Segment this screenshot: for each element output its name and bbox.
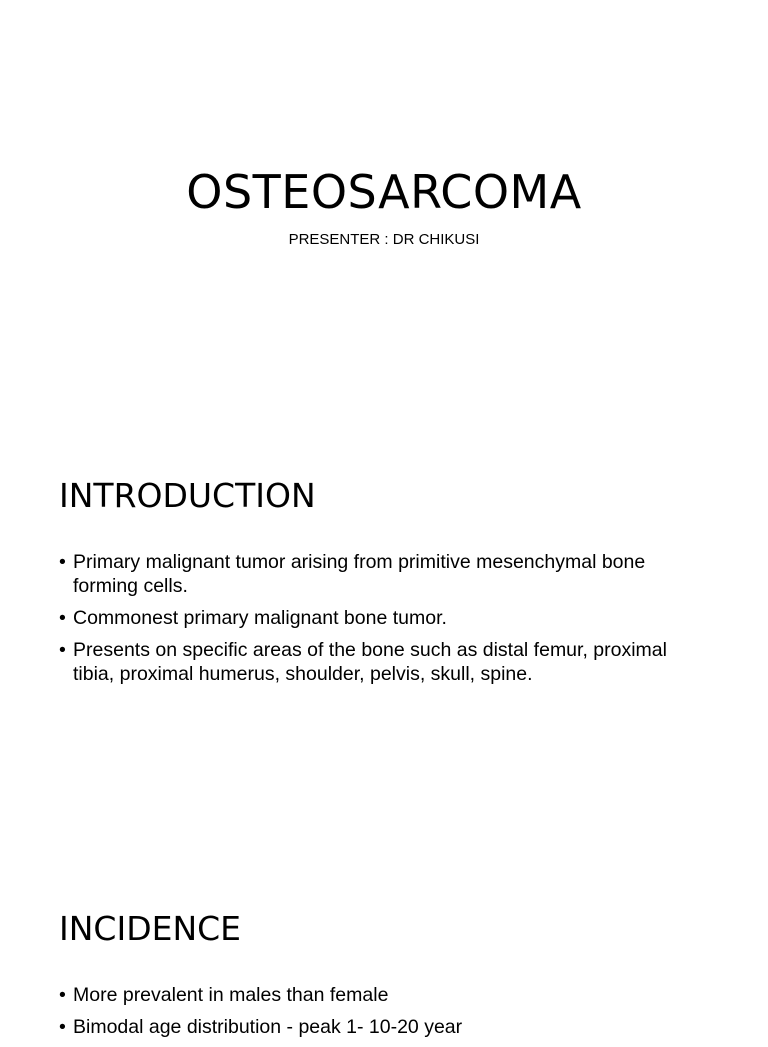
list-item: • Bimodal age distribution - peak 1- 10-20 year [59,1015,709,1039]
presentation-title: OSTEOSARCOMA [186,165,582,219]
incidence-bullet-list [59,983,709,1047]
list-item: • More prevalent in males than female [59,983,709,1007]
list-item: • Commonest primary malignant bone tumor. [59,606,709,630]
introduction-bullet-list [59,550,709,694]
incidence-heading: INCIDENCE [59,909,242,948]
introduction-heading: INTRODUCTION [59,476,316,515]
presenter-subtitle: PRESENTER : DR CHIKUSI [288,231,480,248]
list-item: • Presents on specific areas of the bone such as distal femur, proximal tibia, proximal humerus, shoulder, pelvis, skull, spine. [59,638,709,686]
list-item: • Primary malignant tumor arising from primitive mesenchymal bone forming cells. [59,550,709,598]
